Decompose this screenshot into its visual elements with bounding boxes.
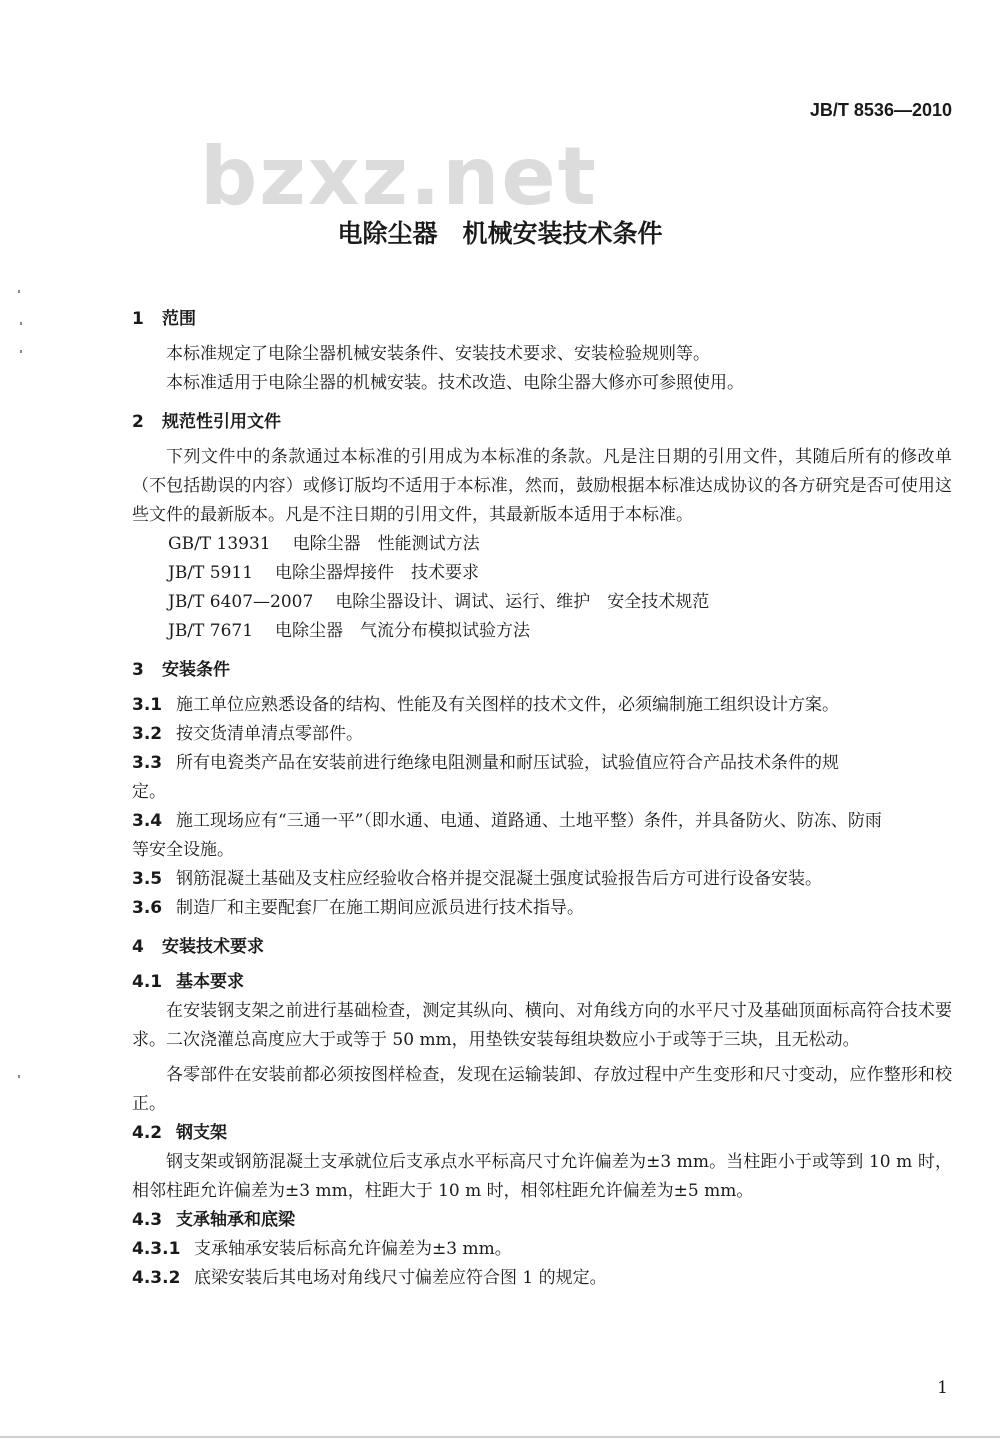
reference-item: JB/T 5911 电除尘器焊接件 技术要求 — [168, 563, 480, 583]
reference-item: GB/T 13931 电除尘器 性能测试方法 — [168, 534, 480, 554]
paragraph: 本标准规定了电除尘器机械安装条件、安装技术要求、安装检验规则等。 — [166, 344, 710, 364]
clause-continuation: 等安全设施。 — [132, 840, 234, 860]
scan-speck — [20, 350, 22, 353]
paragraph: 在安装钢支架之前进行基础检查，测定其纵向、横向、对角线方向的水平尺寸及基础顶面标高符合技术要求。二次浇灌总高度应大于或等于 50 mm，用垫铁安装每组块数应小于或等于三块，且无松动。 — [132, 1001, 952, 1050]
clause-3-1: 3.1 施工单位应熟悉设备的结构、性能及有关图样的技术文件，必须编制施工组织设计方案。 — [132, 695, 839, 715]
section-2-heading: 2 规范性引用文件 — [132, 412, 281, 432]
reference-item: JB/T 6407—2007 电除尘器设计、调试、运行、维护 安全技术规范 — [168, 592, 710, 612]
scan-speck — [18, 1075, 20, 1078]
scan-speck — [20, 322, 22, 325]
paragraph: 各零部件在安装前都必须按图样检查，发现在运输装卸、存放过程中产生变形和尺寸变动，应作整形和校正。 — [132, 1065, 952, 1114]
section-3-heading: 3 安装条件 — [132, 660, 230, 680]
page-bottom-edge — [0, 1436, 1000, 1438]
section-4-2-heading: 4.2 钢支架 — [132, 1123, 227, 1143]
section-1-heading: 1 范围 — [132, 309, 196, 329]
clause-3-3: 3.3 所有电瓷类产品在安装前进行绝缘电阻测量和耐压试验，试验值应符合产品技术条件的规 — [132, 753, 839, 773]
clause-3-4: 3.4 施工现场应有“三通一平”（即水通、电通、道路通、土地平整）条件，并具备防火、防冻、防雨 — [132, 811, 882, 831]
paragraph: 本标准适用于电除尘器的机械安装。技术改造、电除尘器大修亦可参照使用。 — [166, 373, 744, 393]
page-number: 1 — [937, 1378, 948, 1398]
clause-3-2: 3.2 按交货清单清点零部件。 — [132, 724, 363, 744]
clause-4-3-1: 4.3.1 支承轴承安装后标高允许偏差为±3 mm。 — [132, 1239, 512, 1259]
document-title: 电除尘器 机械安装技术条件 — [337, 219, 663, 248]
section-4-1-heading: 4.1 基本要求 — [132, 972, 244, 992]
scan-speck — [18, 290, 20, 293]
section-4-3-heading: 4.3 支承轴承和底梁 — [132, 1210, 295, 1230]
document-body — [132, 305, 952, 1293]
clause-3-5: 3.5 钢筋混凝土基础及支柱应经验收合格并提交混凝土强度试验报告后方可进行设备安装。 — [132, 869, 822, 889]
standard-code: JB/T 8536—2010 — [809, 100, 952, 120]
section-4-heading: 4 安装技术要求 — [132, 937, 264, 957]
paragraph: 下列文件中的条款通过本标准的引用成为本标准的条款。凡是注日期的引用文件，其随后所有的修改单（不包括勘误的内容）或修订版均不适用于本标准，然而，鼓励根据本标准达成协议的各方研究是否可使用这些文件的最新版本。凡是不注日期的引用文件，其最新版本适用于本标准。 — [132, 447, 952, 525]
paragraph: 钢支架或钢筋混凝土支承就位后支承点水平标高尺寸允许偏差为±3 mm。当柱距小于或等到 10 m 时，相邻柱距允许偏差为±3 mm，柱距大于 10 m 时，相邻柱距允许偏差为±5 mm。 — [132, 1152, 952, 1201]
clause-4-3-2: 4.3.2 底梁安装后其电场对角线尺寸偏差应符合图 1 的规定。 — [132, 1268, 607, 1288]
watermark: bzxz.net — [200, 130, 598, 223]
clause-3-6: 3.6 制造厂和主要配套厂在施工期间应派员进行技术指导。 — [132, 898, 584, 918]
clause-continuation: 定。 — [132, 782, 166, 802]
reference-item: JB/T 7671 电除尘器 气流分布模拟试验方法 — [168, 621, 531, 641]
